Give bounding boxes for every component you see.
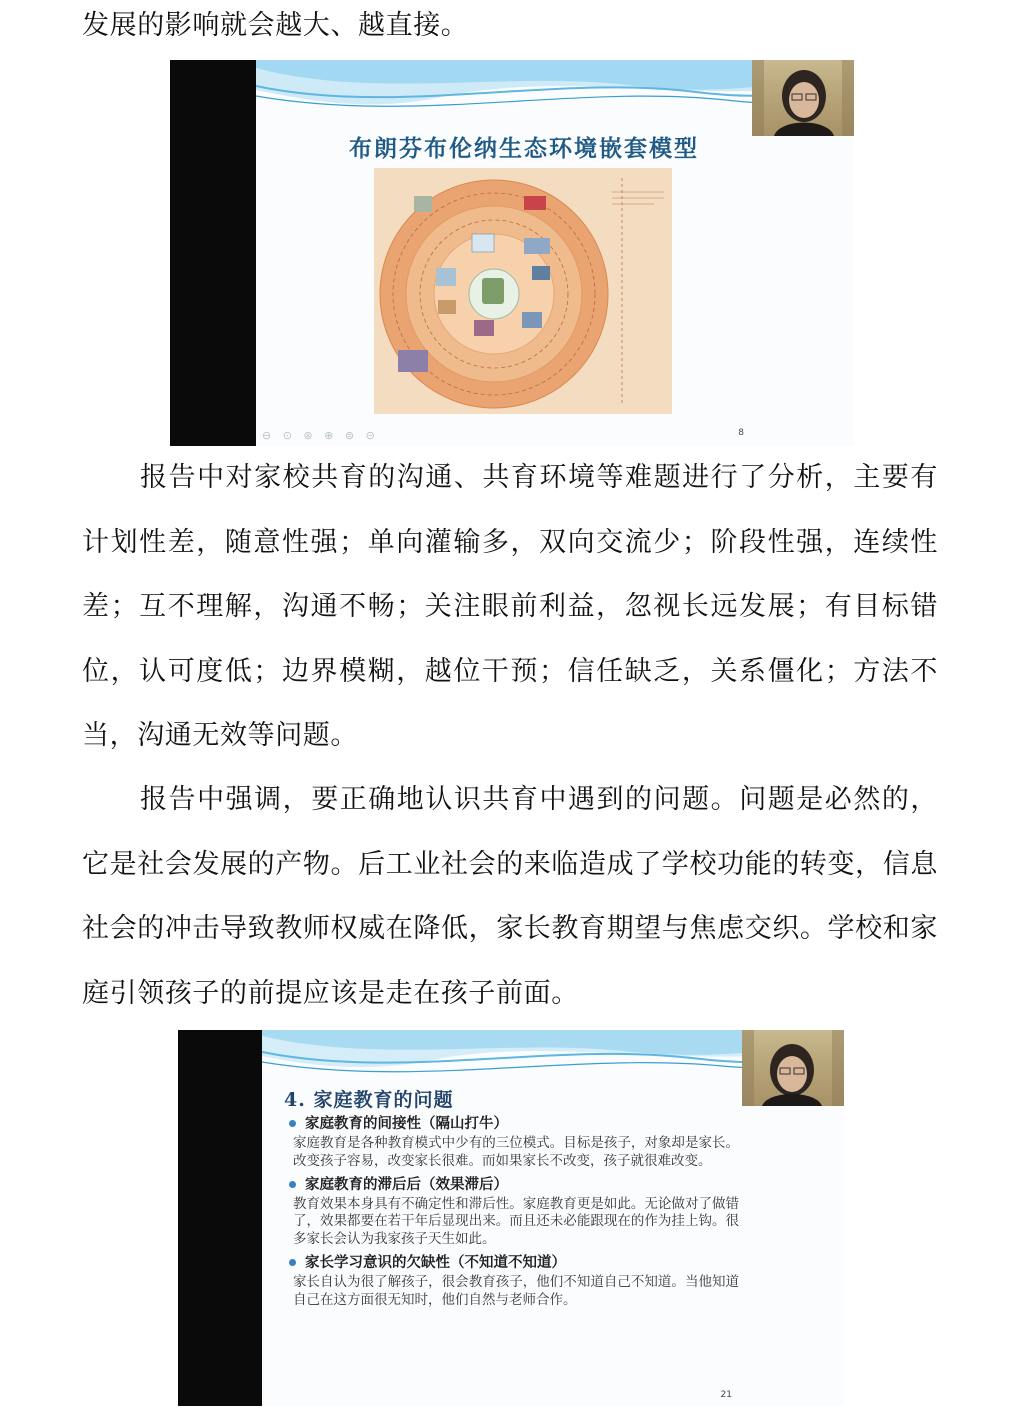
bullet-text-learning-awareness: 家长自认为很了解孩子，很会教育孩子，他们不知道自己不知道。当他知道自己在这方面很无知时，他们自然与老师合作。 <box>293 1273 739 1308</box>
slide-bullet-list <box>289 1113 739 1313</box>
video-screenshot-ecology-model <box>170 60 854 446</box>
slide-title: 布朗芬布伦纳生态环境嵌套模型 <box>349 136 699 162</box>
paragraph-difficulties-analysis: 报告中对家校共育的沟通、共育环境等难题进行了分析，主要有计划性差，随意性强；单向灌输多，双向交流少；阶段性强，连续性差；互不理解，沟通不畅；关注眼前利益，忽视长远发展；有目标错位，认可度低；边界模糊，越位干预；信任缺乏，关系僵化；方法不当，沟通无效等问题。 <box>82 462 938 751</box>
slide-title: 4. 家庭教育的问题 <box>284 1089 454 1111</box>
paragraph-intro-tail: 发展的影响就会越大、越直接。 <box>82 10 469 41</box>
bullet-heading-text: 家庭教育的间接性（隔山打牛） <box>305 1115 508 1132</box>
bullet-dot <box>289 1181 296 1188</box>
presentation-toolbar[interactable]: ⊖ ⊙ ⊛ ⊕ ⊜ ⊝ <box>262 429 379 442</box>
video-screenshot-family-education <box>178 1030 844 1406</box>
presenter-webcam-thumbnail <box>742 1030 844 1106</box>
bullet-heading-lag <box>289 1174 739 1195</box>
bullet-heading-indirectness <box>289 1113 739 1134</box>
bullet-heading-text: 家庭教育的滞后后（效果滞后） <box>305 1175 508 1193</box>
slide-page-number: 21 <box>720 1390 732 1400</box>
slide-ecology-model <box>256 60 854 446</box>
paragraph-problems-recognition: 报告中强调，要正确地认识共育中遇到的问题。问题是必然的，它是社会发展的产物。后工业社会的来临造成了学校功能的转变，信息社会的冲击导致教师权威在降低，家长教育期望与焦虑交织。学校和家庭引领孩子的前提应该是走在孩子前面。 <box>82 784 938 1009</box>
slide-page-number: 8 <box>738 428 744 438</box>
bullet-heading-learning-awareness <box>289 1252 739 1273</box>
bullet-text-indirectness: 家庭教育是各种教育模式中少有的三位模式。目标是孩子，对象却是家长。改变孩子容易，改变家长很难。而如果家长不改变，孩子就很难改变。 <box>293 1135 739 1169</box>
bullet-dot <box>289 1120 296 1127</box>
presenter-webcam-thumbnail <box>752 60 854 136</box>
bullet-dot <box>289 1259 296 1266</box>
bullet-heading-text: 家长学习意识的欠缺性（不知道不知道） <box>305 1253 566 1271</box>
nested-ecology-diagram <box>374 168 672 414</box>
slide-family-education-problems <box>262 1030 844 1406</box>
bullet-text-lag: 教育效果本身具有不确定性和滞后性。家庭教育更是如此。无论做对了做错了，效果都要在若干年后显现出来。而且还未必能跟现在的作为挂上钩。很多家长会认为我家孩子天生如此。 <box>293 1195 739 1248</box>
